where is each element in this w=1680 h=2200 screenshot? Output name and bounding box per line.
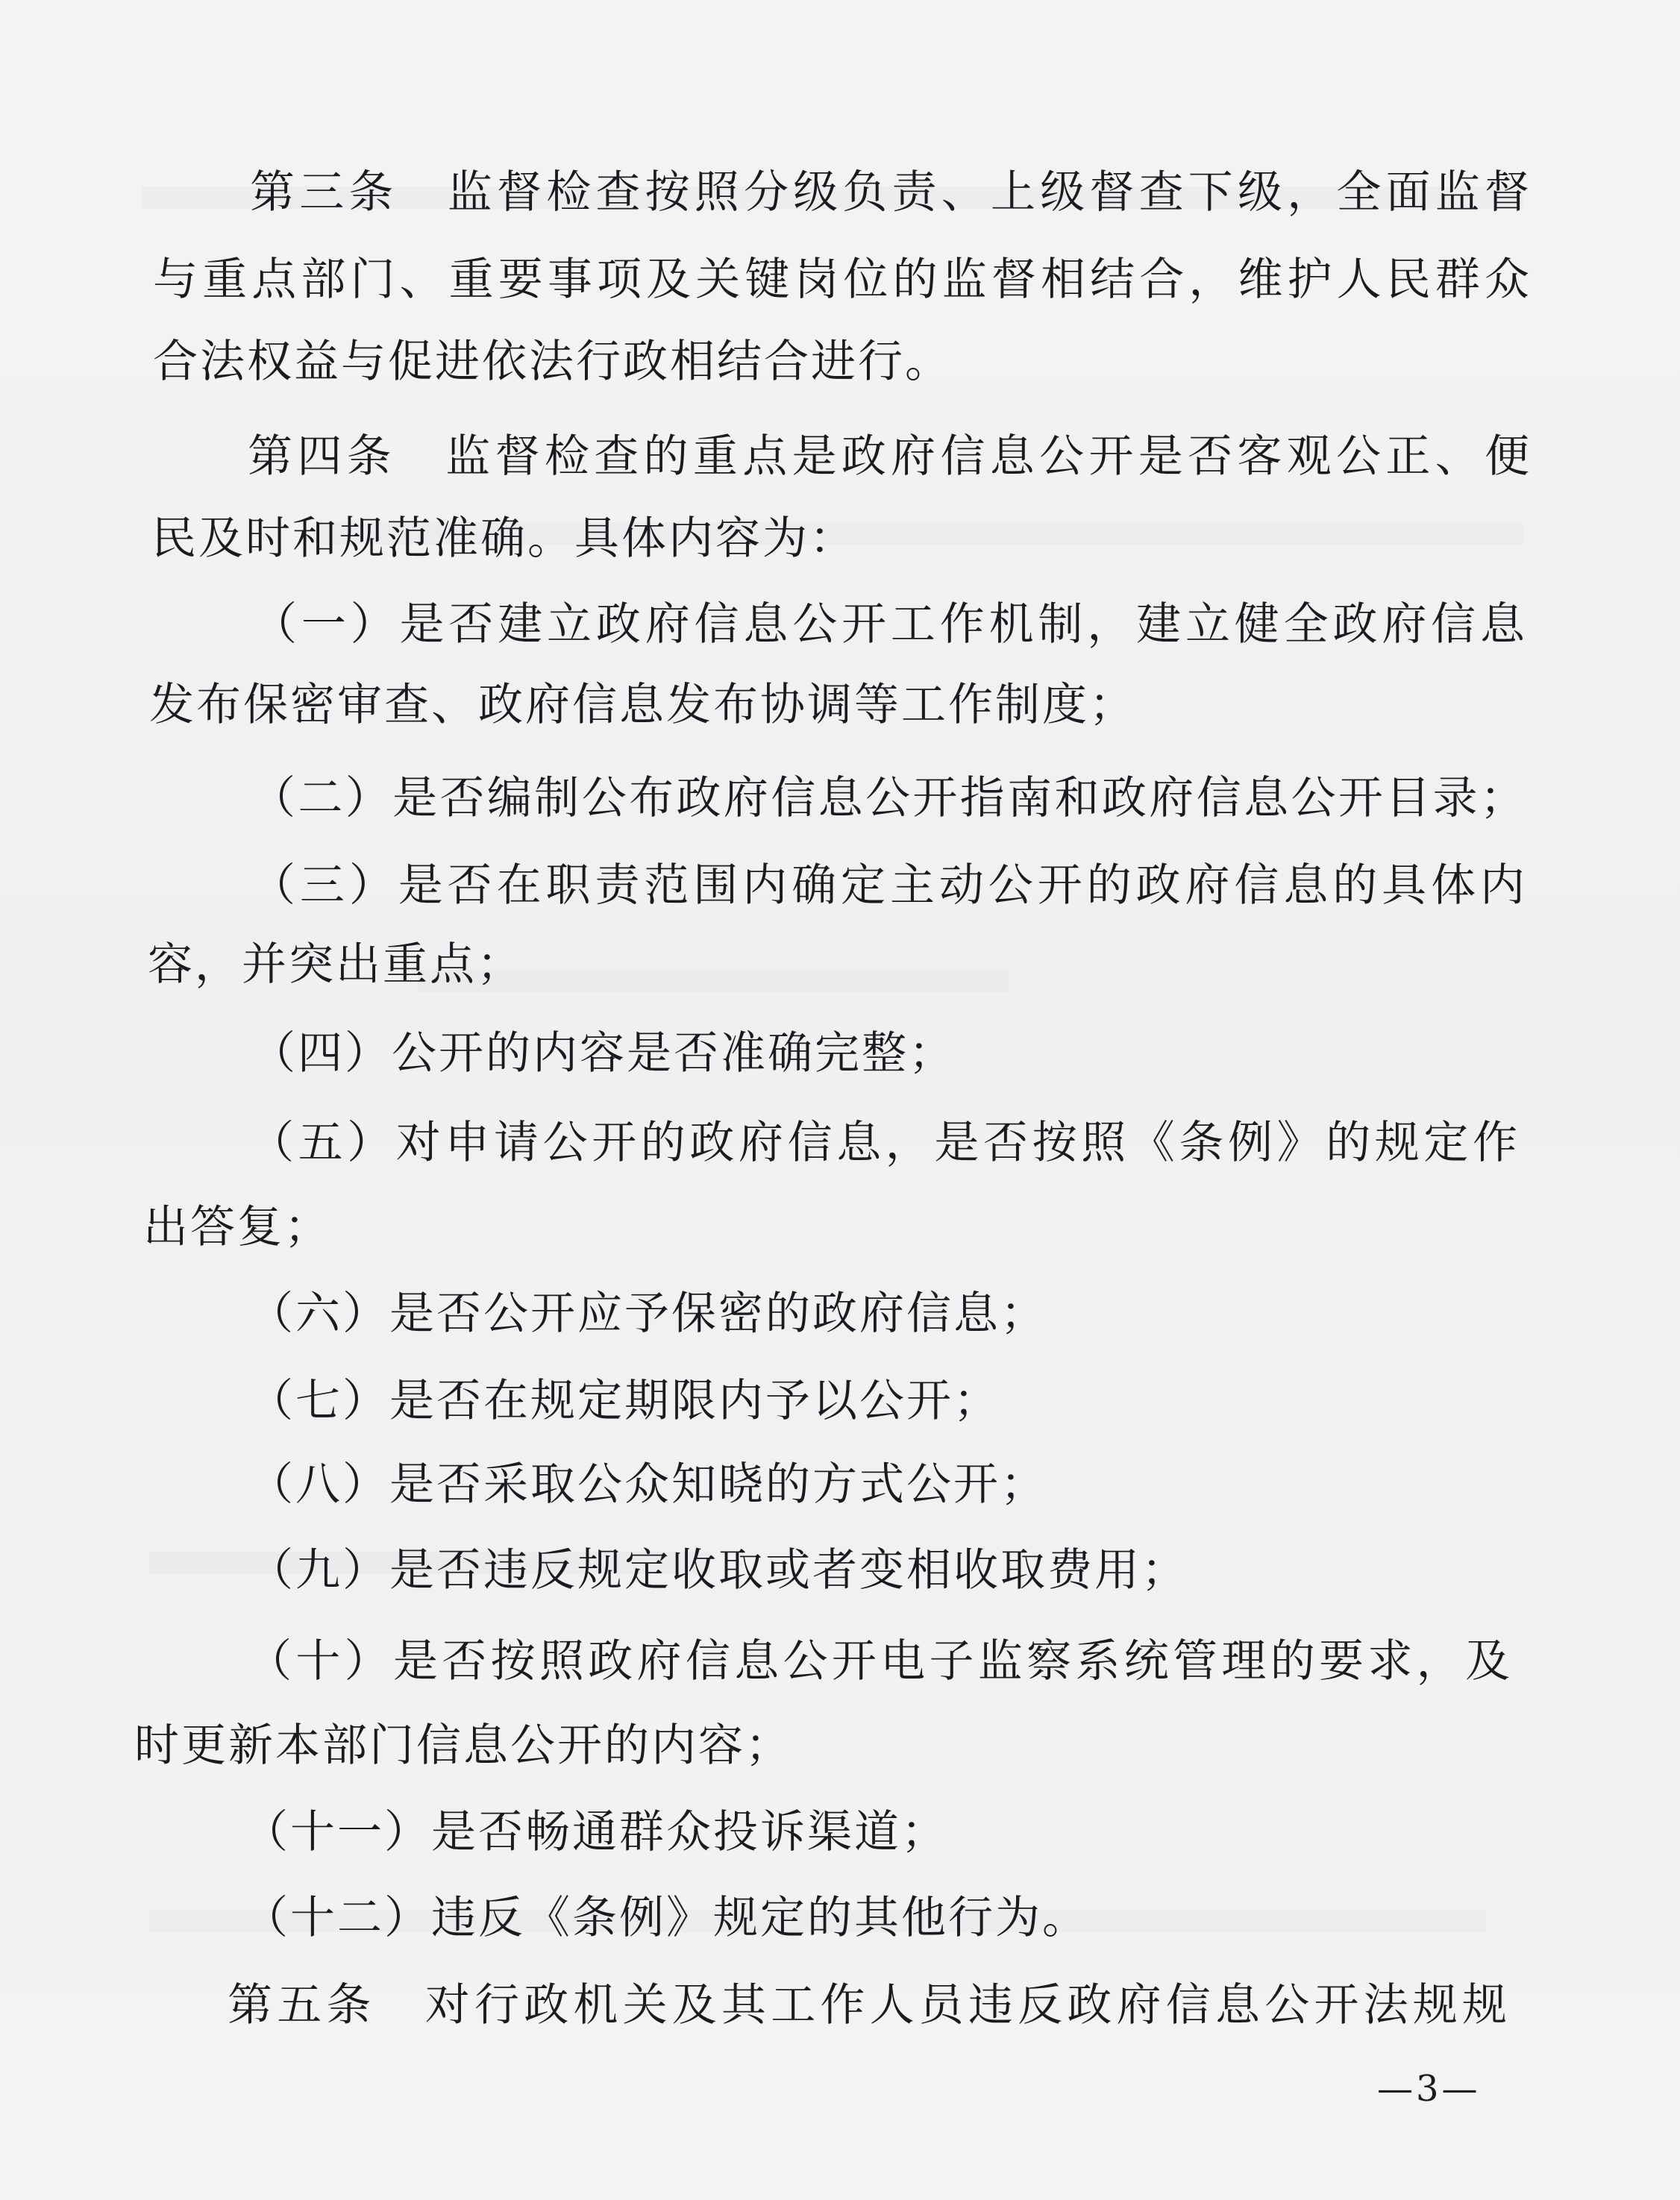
item-8: （八）是否采取公众知晓的方式公开； <box>248 1458 1047 1511</box>
item-3-line-2: 容，并突出重点； <box>148 938 524 991</box>
article-3-line-1: 第三条 监督检查按照分级负责、上级督查下级，全面监督 <box>250 166 1529 219</box>
article-3-line-3: 合法权益与促进依法行政相结合进行。 <box>153 336 952 388</box>
item-1-line-1: （一）是否建立政府信息公开工作机制，建立健全政府信息 <box>252 598 1525 651</box>
item-7: （七）是否在规定期限内予以公开； <box>248 1375 1000 1427</box>
item-10-line-2: 时更新本部门信息公开的内容； <box>134 1720 792 1772</box>
item-10-line-1: （十）是否按照政府信息公开电子监察系统管理的要求，及 <box>247 1635 1510 1687</box>
item-4: （四）公开的内容是否准确完整； <box>251 1027 956 1079</box>
item-11: （十一）是否畅通群众投诉渠道； <box>243 1806 948 1858</box>
item-5-line-1: （五）对申请公开的政府信息，是否按照《条例》的规定作 <box>249 1117 1517 1169</box>
item-1-line-2: 发布保密审查、政府信息发布协调等工作制度； <box>149 679 1136 731</box>
item-5-line-2: 出答复； <box>143 1201 331 1253</box>
item-9: （九）是否违反规定收取或者变相收取费用； <box>248 1544 1188 1596</box>
article-5-line-1: 第五条 对行政机关及其工作人员违反政府信息公开法规规 <box>228 1979 1507 2031</box>
article-4-line-1: 第四条 监督检查的重点是政府信息公开是否客观公正、便 <box>248 430 1529 483</box>
item-6: （六）是否公开应予保密的政府信息； <box>248 1288 1047 1340</box>
page-number: —3— <box>1377 2068 1481 2110</box>
article-3-line-2: 与重点部门、重要事项及关键岗位的监督相结合，维护人民群众 <box>153 254 1529 306</box>
item-3-line-1: （三）是否在职责范围内确定主动公开的政府信息的具体内 <box>251 859 1525 912</box>
article-4-line-2: 民及时和规范准确。具体内容为： <box>151 513 856 565</box>
item-2: （二）是否编制公布政府信息公开指南和政府信息公开目录； <box>251 772 1525 824</box>
item-12: （十二）违反《条例》规定的其他行为。 <box>243 1892 1089 1944</box>
